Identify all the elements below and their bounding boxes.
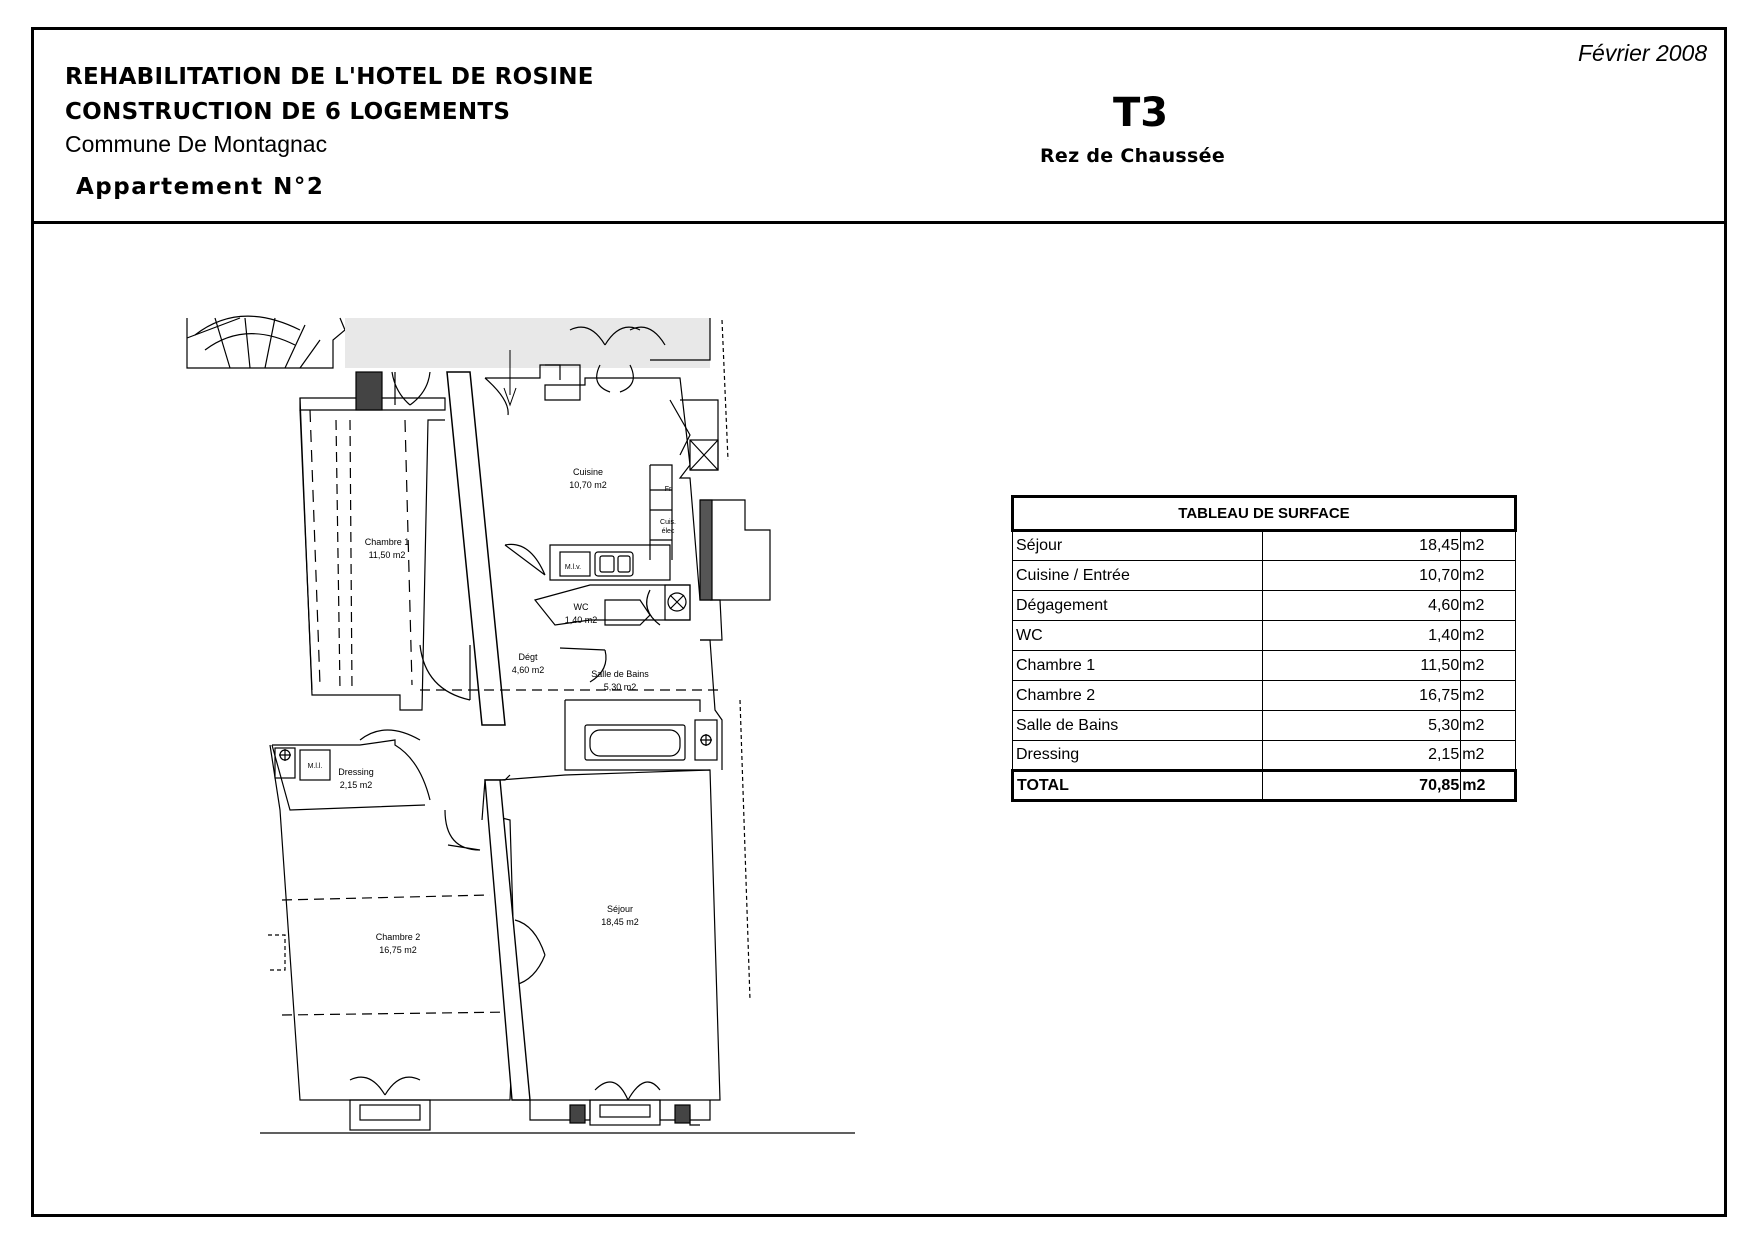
room-area: 2,15 [1262, 741, 1461, 771]
room-area: 11,50 [1262, 651, 1461, 681]
area-unit: m2 [1461, 711, 1516, 741]
surface-table-title: TABLEAU DE SURFACE [1013, 497, 1516, 531]
area-unit: m2 [1461, 621, 1516, 651]
room-area: 16,75 [1262, 681, 1461, 711]
area-unit: m2 [1461, 681, 1516, 711]
room-area: 10,70 [1262, 561, 1461, 591]
project-title-line1: REHABILITATION DE L'HOTEL DE ROSINE [65, 64, 594, 90]
room-area: 4,60 [1262, 591, 1461, 621]
room-label-dressing: Dressing [338, 767, 374, 777]
apartment-type: T3 [1113, 90, 1169, 136]
room-label-wc: WC [573, 602, 589, 612]
room-area: 5,30 [1262, 711, 1461, 741]
area-unit: m2 [1461, 741, 1516, 771]
room-area-wc: 1,40 m2 [564, 615, 598, 625]
cuisine-walls [485, 365, 722, 640]
room-area-cuisine: 10,70 m2 [569, 480, 607, 490]
staircase [187, 316, 345, 368]
room-label-chambre-1: Chambre 1 [364, 537, 410, 547]
room-label-degt: Dégt [518, 652, 538, 662]
room-area-dressing: 2,15 m2 [339, 780, 373, 790]
room-label-cuisine: Cuisine [572, 467, 604, 477]
room-name: Dressing [1013, 741, 1263, 771]
chimney-block [356, 372, 382, 410]
area-unit: m2 [1461, 561, 1516, 591]
room-area-chambre-2: 16,75 m2 [379, 945, 417, 955]
room-name: WC [1013, 621, 1263, 651]
room-name: Séjour [1013, 531, 1263, 561]
room-label-chambre-2: Chambre 2 [375, 932, 421, 942]
project-title-line2: CONSTRUCTION DE 6 LOGEMENTS [65, 99, 511, 125]
fixture-mlv: M.l.v. [564, 564, 582, 571]
floor-level: Rez de Chaussée [1040, 145, 1225, 167]
room-name: Chambre 2 [1013, 681, 1263, 711]
room-area: 1,40 [1262, 621, 1461, 651]
fixture-cuis-elec-2: élec [661, 528, 675, 535]
room-name: Chambre 1 [1013, 651, 1263, 681]
commune-name: Commune De Montagnac [65, 131, 328, 157]
party-wall [447, 372, 505, 725]
room-label-sejour: Séjour [606, 904, 634, 914]
room-name: Dégagement [1013, 591, 1263, 621]
total-area: 70,85 [1262, 771, 1461, 801]
apartment-number: Appartement N°2 [76, 174, 325, 200]
room-name: Salle de Bains [1013, 711, 1263, 741]
total-unit: m2 [1461, 771, 1516, 801]
sejour-walls [500, 770, 720, 1125]
room-label-sdb: Salle de Bains [591, 669, 649, 679]
room-area-chambre-1: 11,50 m2 [368, 550, 406, 560]
wc-walls [535, 585, 690, 625]
room-area-sejour: 18,45 m2 [601, 917, 639, 927]
drawing-date: Février 2008 [1578, 40, 1708, 66]
room-area: 18,45 [1262, 531, 1461, 561]
room-area-degt: 4,60 m2 [511, 665, 545, 675]
fixture-cuis-elec-1: Cuis. [660, 519, 676, 526]
room-area-sdb: 5,30 m2 [603, 682, 637, 692]
area-unit: m2 [1461, 651, 1516, 681]
room-name: Cuisine / Entrée [1013, 561, 1263, 591]
area-unit: m2 [1461, 531, 1516, 561]
area-unit: m2 [1461, 591, 1516, 621]
fixture-fridge: Fr [664, 486, 672, 493]
fixture-mll: M.l.l. [307, 763, 323, 770]
total-label: TOTAL [1013, 771, 1263, 801]
